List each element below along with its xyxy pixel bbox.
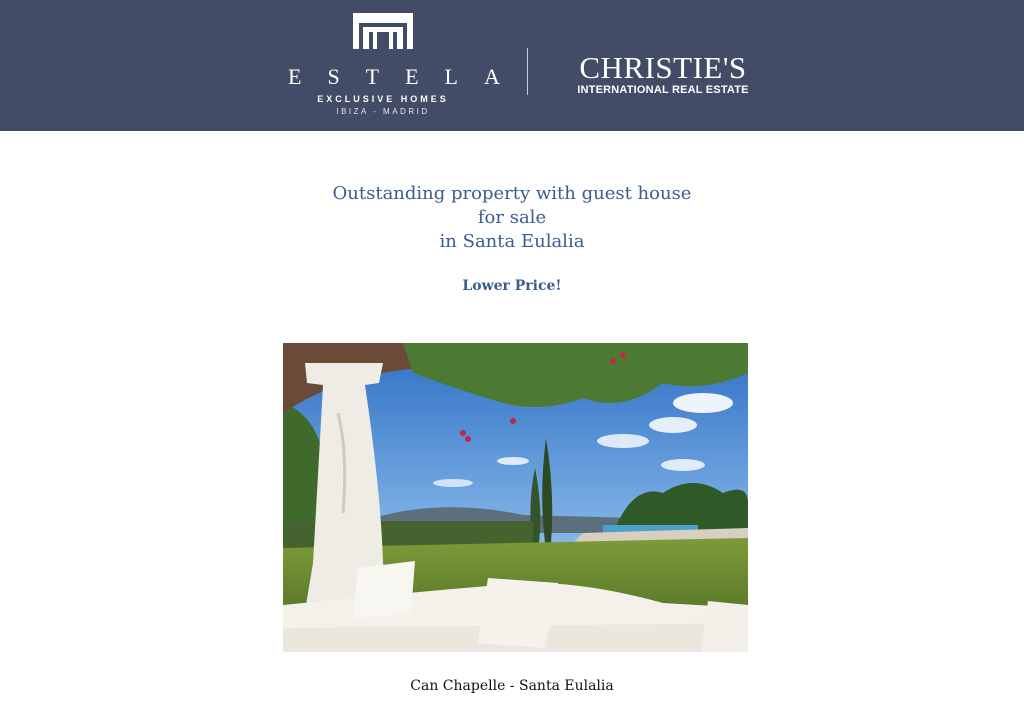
price-note: Lower Price!	[462, 278, 562, 294]
property-photo[interactable]	[283, 343, 748, 652]
christies-subtitle: INTERNATIONAL REAL ESTATE	[577, 84, 749, 96]
photo-caption: Can Chapelle - Santa Eulalia	[410, 678, 614, 694]
estela-tagline: EXCLUSIVE HOMES	[317, 94, 449, 104]
logo-divider	[527, 48, 528, 95]
title-line: for sale	[477, 207, 547, 228]
estela-logo[interactable]	[262, 10, 526, 116]
title-line: in Santa Eulalia	[439, 231, 585, 252]
property-title	[212, 182, 812, 254]
property-photo-icon	[283, 343, 748, 652]
title-line: Outstanding property with guest house	[332, 183, 692, 204]
christies-logo[interactable]	[553, 52, 773, 97]
christies-name: CHRISTIE'S	[579, 50, 747, 85]
estela-wordmark: ESTELA	[288, 64, 526, 89]
estela-locations: IBIZA - MADRID	[336, 107, 430, 116]
estela-arch-icon	[353, 13, 413, 49]
header-banner	[0, 0, 1024, 131]
